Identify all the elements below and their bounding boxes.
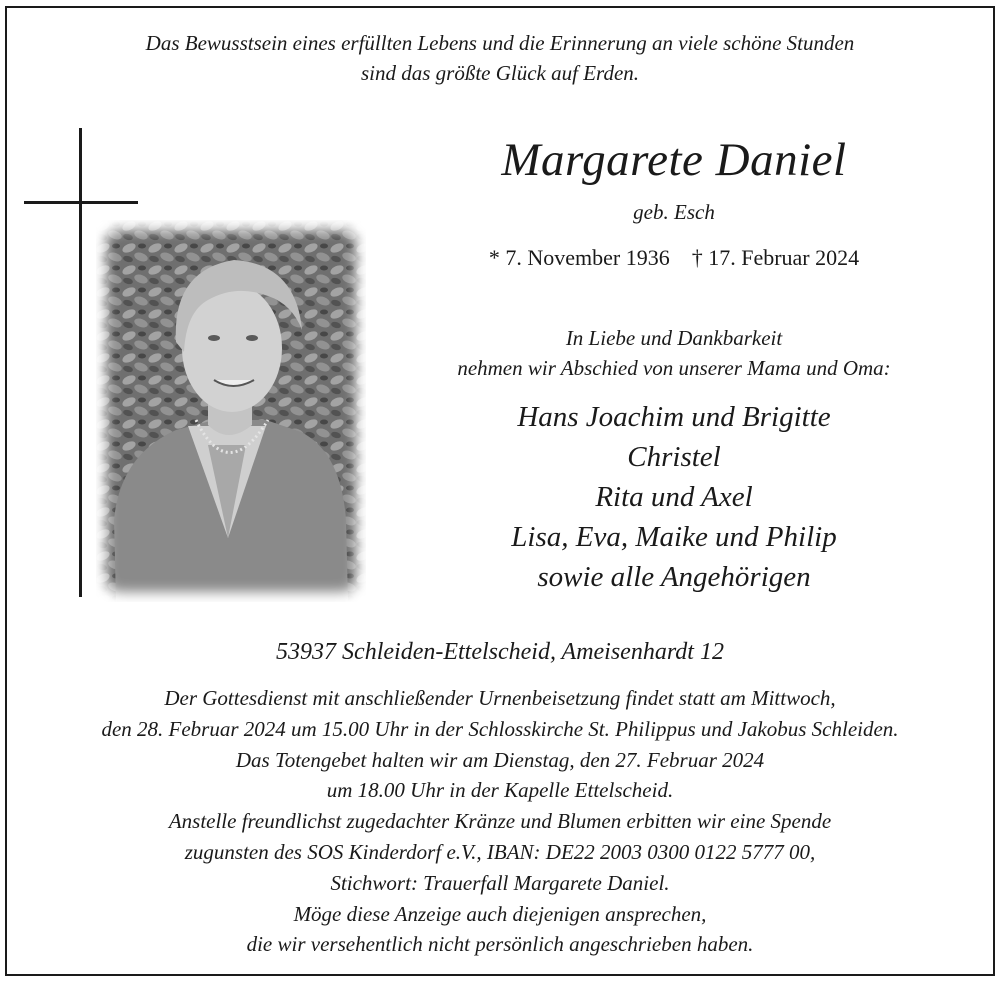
service-line: den 28. Februar 2024 um 15.00 Uhr in der Schlosskirche St. Philippus und Jakobus Schleiden. (101, 716, 899, 741)
mourner-line: sowie alle Angehörigen (537, 561, 811, 593)
motto-line: sind das größte Glück auf Erden. (360, 61, 640, 85)
cross-icon-bar (24, 201, 138, 204)
mourner-line: Lisa, Eva, Maike und Philip (511, 521, 837, 553)
portrait-photo (96, 220, 366, 602)
mourners-list (416, 397, 932, 597)
life-dates (416, 243, 932, 273)
motto-line: Das Bewusstsein eines erfüllten Lebens und die Erinnerung an viele schöne Stunden (145, 31, 855, 55)
mourner-line: Christel (627, 441, 721, 473)
service-line: um 18.00 Uhr in der Kapelle Ettelscheid. (326, 778, 674, 803)
mourner-line: Hans Joachim und Brigitte (517, 401, 831, 433)
deceased-name: Margarete Daniel (501, 134, 847, 186)
service-line: Anstelle freundlichst zugedachter Kränze und Blumen erbitten wir eine Spende (168, 809, 832, 834)
service-line: die wir versehentlich nicht persönlich angeschrieben haben. (246, 932, 754, 957)
cross-icon (79, 128, 82, 597)
service-line: Das Totengebet halten wir am Dienstag, den 27. Februar 2024 (235, 747, 765, 772)
address: 53937 Schleiden-Ettelscheid, Ameisenhardt 12 (276, 639, 724, 665)
birth-name: geb. Esch (633, 200, 715, 224)
birth-date: * 7. November 1936 (488, 245, 670, 270)
mourner-line: Rita und Axel (595, 481, 753, 513)
service-information (0, 683, 1000, 960)
service-line: Stichwort: Trauerfall Margarete Daniel. (330, 870, 670, 895)
service-line: zugunsten des SOS Kinderdorf e.V., IBAN: DE22 2003 0300 0122 5777 00, (184, 839, 816, 864)
farewell-intro (416, 323, 932, 383)
service-line: Möge diese Anzeige auch diejenigen ansprechen, (293, 901, 707, 926)
intro-line: nehmen wir Abschied von unserer Mama und Oma: (457, 356, 891, 380)
motto (0, 28, 1000, 88)
intro-line: In Liebe und Dankbarkeit (565, 326, 783, 350)
service-line: Der Gottesdienst mit anschließender Urnenbeisetzung findet statt am Mittwoch, (164, 686, 836, 710)
death-date: † 17. Februar 2024 (691, 245, 860, 270)
